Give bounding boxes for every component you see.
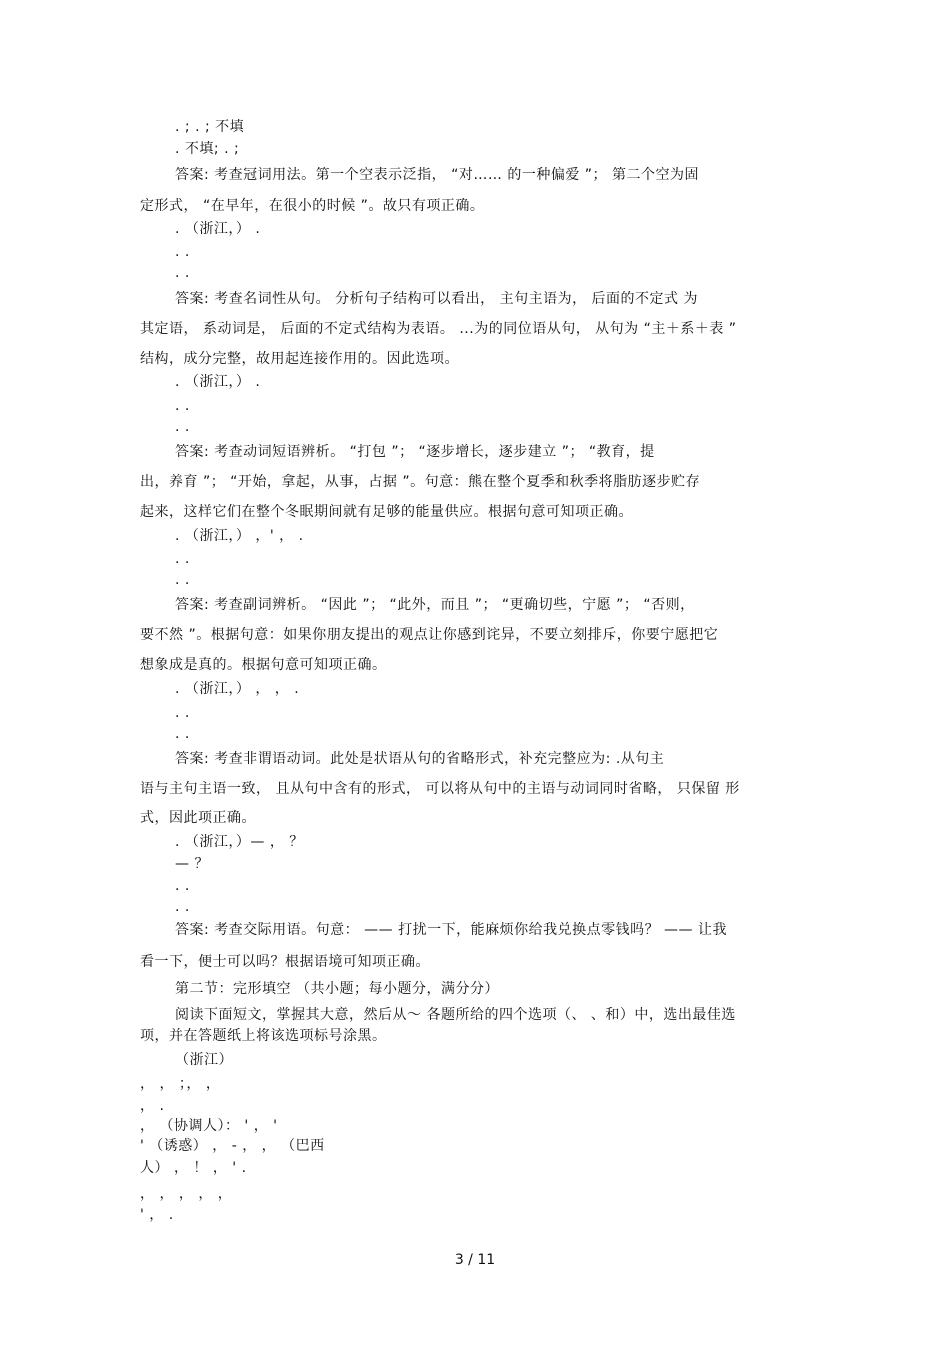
text-line: . （浙江，） ， ， . — [175, 681, 300, 697]
text-line: . . — [175, 244, 190, 260]
text-line: 答案: 考查非谓语动词。此处是状语从句的省略形式，补充完整应为: .从句主 — [175, 751, 665, 767]
text-line: . （浙江，）— ， ？ — [175, 834, 304, 850]
text-line: ， ， ， ， ， — [140, 1186, 233, 1202]
text-line: 人） ， ！ ， ' . — [140, 1160, 247, 1176]
text-line: . 不填; . ; — [175, 141, 240, 157]
text-line: . （浙江，） . — [175, 374, 261, 390]
text-line: ' ， . — [140, 1207, 174, 1223]
text-line: 答案: 考查名词性从句。 分析句子结构可以看出， 主句主语为， 后面的不定式 为 — [175, 291, 698, 307]
section-heading: 第二节：完形填空 （共小题；每小题分，满分分） — [175, 981, 499, 997]
text-line: 答案: 考查冠词用法。第一个空表示泛指， “对…… 的一种偏爱 ”； 第二个空为固 — [175, 167, 699, 183]
page-number: 3 / 11 — [454, 1252, 496, 1268]
text-line: 答案: 考查副词辨析。 “因此 ”； “此外，而且 ”； “更确切些，宁愿 ”； “否则， — [175, 597, 695, 613]
text-line: 答案: 考查交际用语。句意： —— 打扰一下，能麻烦你给我兑换点零钱吗？ —— 让我 — [175, 922, 727, 938]
text-line: ' （诱惑） ， - ， ， （巴西 — [140, 1138, 325, 1154]
text-line: . . — [175, 551, 190, 567]
text-line: 起来，这样它们在整个冬眠期间就有足够的能量供应。根据句意可知项正确。 — [140, 504, 633, 520]
text-line: 定形式， “在早年，在很小的时候 ”。故只有项正确。 — [140, 198, 485, 214]
text-line: 想象成是真的。根据句意可知项正确。 — [140, 657, 387, 673]
text-line: — ？ — [175, 856, 209, 872]
text-line: . （浙江，） ，' ， . — [175, 528, 304, 544]
text-line: 项，并在答题纸上将该选项标号涂黑。 — [140, 1028, 387, 1044]
text-line: . . — [175, 899, 190, 915]
text-line: . . — [175, 572, 190, 588]
text-line: 其定语， 系动词是， 后面的不定式结构为表语。 ...为的同位语从句， 从句为 “主＋系＋表 ” — [140, 321, 737, 337]
text-line: . . — [175, 878, 190, 894]
text-line: 式，因此项正确。 — [140, 810, 256, 826]
text-line: 答案: 考查动词短语辨析。 “打包 ”； “逐步增长，逐步建立 ”； “教育，提 — [175, 444, 655, 460]
text-line: 看一下，便士可以吗？根据语境可知项正确。 — [140, 954, 430, 970]
text-line: . . — [175, 726, 190, 742]
text-line: 要不然 ”。根据句意：如果你朋友提出的观点让你感到诧异，不要立刻排斥，你要宁愿把它 — [140, 627, 719, 643]
text-line: 结构，成分完整，故用起连接作用的。因此选项。 — [140, 351, 459, 367]
text-line: . . — [175, 265, 190, 281]
text-line: ， . — [140, 1098, 165, 1114]
text-line: 阅读下面短文，掌握其大意，然后从～ 各题所给的四个选项（、 、和）中，选出最佳选 — [175, 1007, 736, 1023]
text-line: . . — [175, 705, 190, 721]
text-line: （浙江） — [175, 1052, 233, 1068]
text-line: . ; . ; 不填 — [175, 119, 245, 135]
text-line: . . — [175, 419, 190, 435]
text-line: . . — [175, 398, 190, 414]
text-line: . （浙江，） . — [175, 221, 261, 237]
text-line: ， ， ；， ， — [140, 1076, 221, 1092]
text-line: ， （协调人）： ' ， ' — [140, 1118, 278, 1134]
text-line: 语与主句主语一致， 且从句中含有的形式， 可以将从句中的主语与动词同时省略， 只保留 形 — [140, 781, 740, 797]
text-line: 出，养育 ”； “开始，拿起，从事，占据 ”。句意：熊在整个夏季和秋季将脂肪逐步贮存 — [140, 474, 701, 490]
